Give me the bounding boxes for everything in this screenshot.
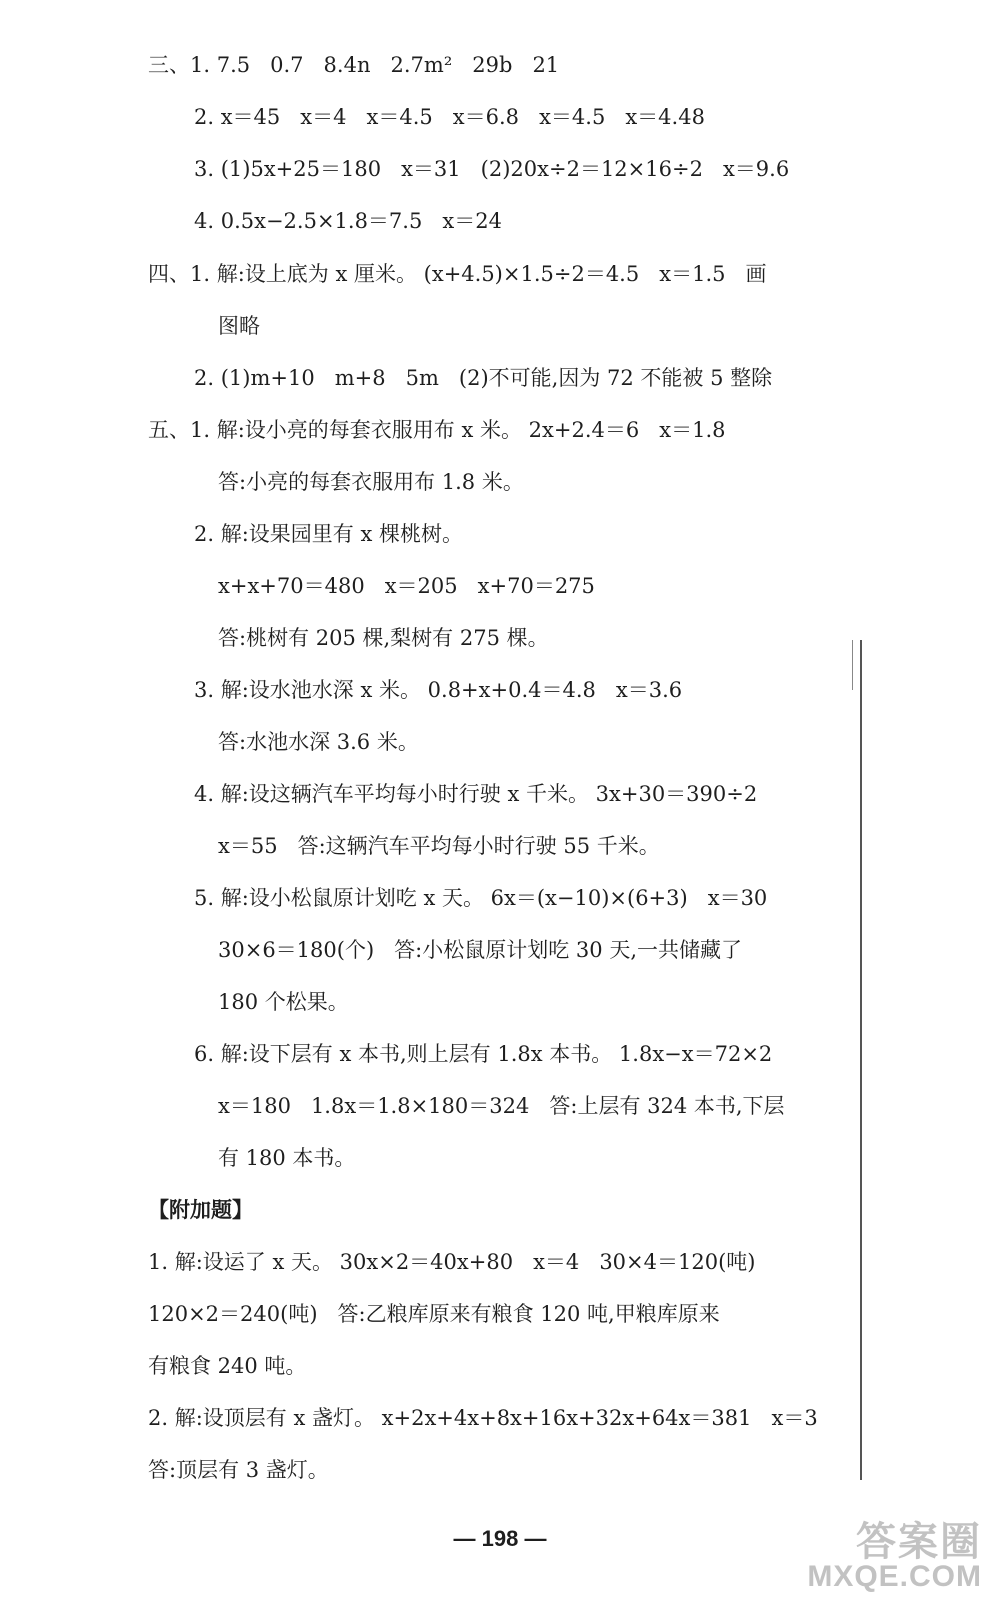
answer-line-25: 120×2＝240(吨) 答:乙粮库原来有粮食 120 吨,甲粮库原来 [148, 1302, 720, 1326]
answer-line-28: 答:顶层有 3 盏灯。 [148, 1458, 329, 1482]
watermark-logo [807, 1522, 982, 1592]
answer-line-19: 180 个松果。 [218, 990, 349, 1014]
answer-line-12: 答:桃树有 205 棵,梨树有 275 棵。 [218, 626, 549, 650]
margin-rule-thin [852, 640, 853, 690]
answer-line-9: 答:小亮的每套衣服用布 1.8 米。 [218, 470, 524, 494]
answer-line-13: 3. 解:设水池水深 x 米。 0.8+x+0.4＝4.8 x＝3.6 [194, 678, 683, 702]
answer-line-17: 5. 解:设小松鼠原计划吃 x 天。 6x＝(x−10)×(6+3) x＝30 [194, 886, 768, 910]
answer-line-7: 2. (1)m+10 m+8 5m (2)不可能,因为 72 不能被 5 整除 [194, 366, 773, 390]
page-number: — 198 — [453, 1526, 547, 1551]
answer-line-21: x＝180 1.8x＝1.8×180＝324 答:上层有 324 本书,下层 [218, 1094, 785, 1118]
watermark-logo-text: 答案圈 [856, 1520, 982, 1564]
answer-line-26: 有粮食 240 吨。 [148, 1354, 307, 1378]
answer-line-2: 2. x＝45 x＝4 x＝4.5 x＝6.8 x＝4.5 x＝4.48 [194, 105, 705, 129]
answer-line-20: 6. 解:设下层有 x 本书,则上层有 1.8x 本书。 1.8x−x＝72×2 [194, 1042, 773, 1066]
watermark-url: MXQE.COM [807, 1560, 982, 1593]
margin-rule [860, 640, 862, 1480]
answer-line-8: 五、1. 解:设小亮的每套衣服用布 x 米。 2x+2.4＝6 x＝1.8 [148, 418, 726, 442]
answer-line-27: 2. 解:设顶层有 x 盏灯。 x+2x+4x+8x+16x+32x+64x＝381 x＝3 [148, 1406, 818, 1430]
answer-line-3: 3. (1)5x+25＝180 x＝31 (2)20x÷2＝12×16÷2 x＝9.6 [194, 157, 790, 181]
answer-line-22: 有 180 本书。 [218, 1146, 356, 1170]
answer-line-1: 三、1. 7.5 0.7 8.4n 2.7m² 29b 21 [148, 53, 560, 77]
bonus-section-heading: 【附加题】 [148, 1198, 253, 1222]
answer-line-15: 4. 解:设这辆汽车平均每小时行驶 x 千米。 3x+30＝390÷2 [194, 782, 758, 806]
answer-line-6: 图略 [218, 314, 260, 338]
answer-line-24: 1. 解:设运了 x 天。 30x×2＝40x+80 x＝4 30×4＝120(吨) [148, 1250, 756, 1274]
answer-line-4: 4. 0.5x−2.5×1.8＝7.5 x＝24 [194, 209, 502, 233]
answer-line-10: 2. 解:设果园里有 x 棵桃树。 [194, 522, 463, 546]
answer-line-14: 答:水池水深 3.6 米。 [218, 730, 419, 754]
answer-line-11: x+x+70＝480 x＝205 x+70＝275 [218, 574, 595, 598]
answer-line-16: x＝55 答:这辆汽车平均每小时行驶 55 千米。 [218, 834, 660, 858]
answer-line-5: 四、1. 解:设上底为 x 厘米。 (x+4.5)×1.5÷2＝4.5 x＝1.5 画 [148, 262, 767, 286]
answer-line-18: 30×6＝180(个) 答:小松鼠原计划吃 30 天,一共储藏了 [218, 938, 742, 962]
